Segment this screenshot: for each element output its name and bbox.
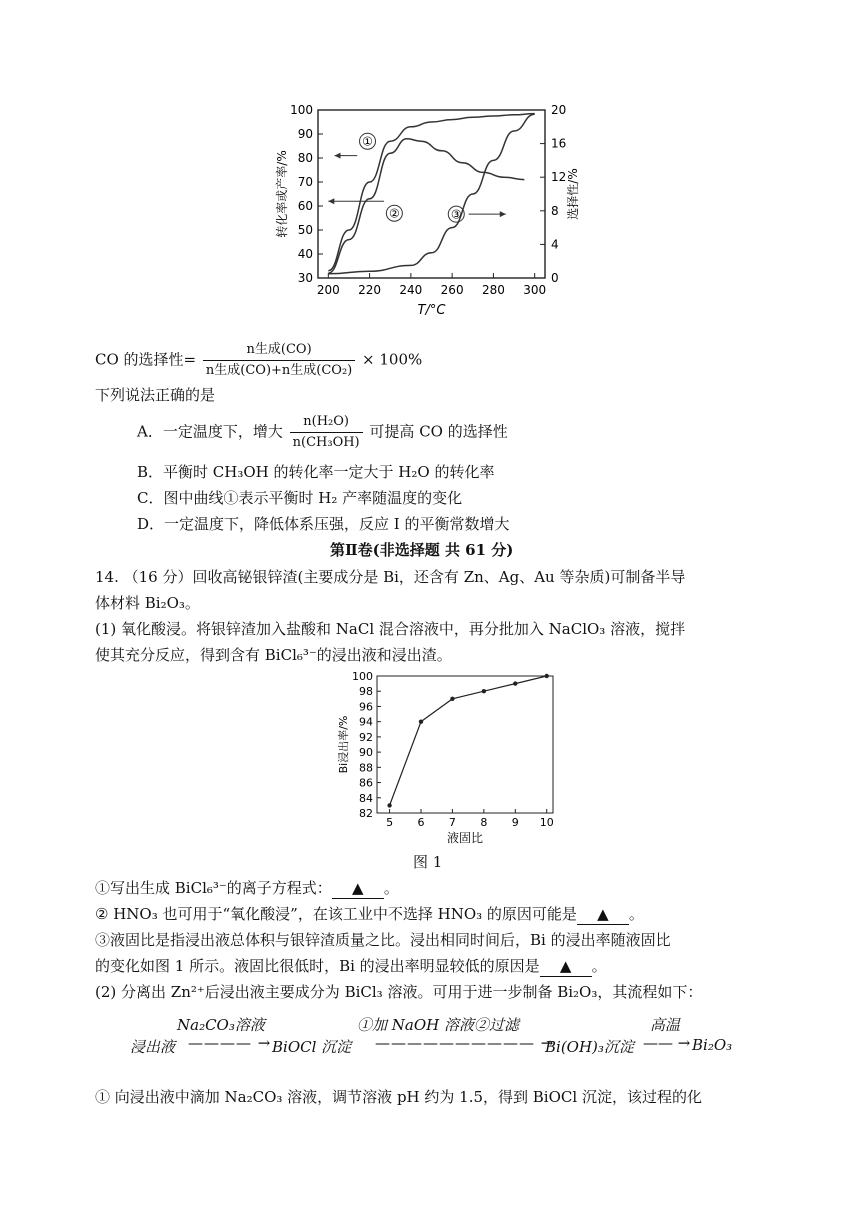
x-tick-label: 240 (399, 283, 423, 297)
x-tick-label: 7 (448, 816, 456, 829)
subquestion-2 (95, 904, 644, 925)
x-tick-label: 220 (358, 283, 382, 297)
x-tick-label: 8 (480, 816, 488, 829)
x-tick-label: 260 (440, 283, 464, 297)
x-axis-label: T/°C (417, 303, 446, 318)
y-tick-label: 82 (359, 807, 373, 820)
y-left-axis-label: 转化率或产率/% (275, 150, 289, 238)
y-left-tick-label: 90 (297, 127, 313, 141)
option-a-fraction (290, 412, 363, 453)
last-line: ① 向浸出液中滴加 Na₂CO₃ 溶液，调节溶液 pH 约为 1.5，得到 BiOCl 沉淀，该过程的化 (95, 1088, 702, 1106)
x-tick-label: 280 (481, 283, 505, 297)
subquestion-3-line-1: ③液固比是指浸出液总体积与银锌渣质量之比。浸出相同时间后，Bi 的浸出率随液固比 (95, 931, 671, 949)
annotation-label-2: ② (388, 206, 400, 221)
y-right-axis-label: 选择性/% (566, 168, 580, 220)
subquestion-1-text: ①写出生成 BiCl₆³⁻的离子方程式： (95, 879, 332, 897)
question-prompt: 下列说法正确的是 (95, 386, 216, 404)
flow-arrow-2: —————————— → (375, 1034, 555, 1052)
option-a-prefix: A．一定温度下，增大 (137, 422, 283, 441)
y-right-tick-label: 0 (551, 271, 559, 285)
q14-part2: (2) 分离出 Zn²⁺后浸出液主要成分为 BiCl₃ 溶液。可用于进一步制备 Bi₂O₃，其流程如下： (95, 983, 703, 1001)
subquestion-2-end: 。 (628, 905, 644, 923)
y-left-tick-label: 40 (297, 247, 313, 261)
subquestion-1-end: 。 (383, 879, 399, 897)
subquestion-3-line-2 (95, 956, 607, 977)
annotation-arrowhead-2 (328, 198, 334, 204)
y-tick-label: 94 (359, 715, 373, 729)
flow-product-3: Bi₂O₃ (692, 1036, 733, 1054)
x-tick-label: 5 (386, 816, 394, 829)
q14-line-2: 体材料 Bi₂O₃。 (95, 594, 200, 612)
series-line-1 (328, 114, 534, 271)
flow-product-1: BiOCl 沉淀 (272, 1038, 352, 1056)
y-right-tick-label: 4 (551, 237, 559, 252)
flow-arrow-3: —— → (643, 1034, 691, 1052)
q14-part1-line-1: (1) 氧化酸浸。将银锌渣加入盐酸和 NaCl 混合溶液中，再分批加入 NaClO₃ 溶液，搅拌 (95, 620, 686, 638)
plot-frame-2 (377, 676, 553, 813)
data-point (513, 681, 517, 685)
flow-arrow-1: ———— → (188, 1034, 272, 1052)
co-selectivity-numerator: n生成(CO) (203, 340, 355, 361)
annotation-label-3: ③ (450, 207, 462, 222)
y-tick-label: 98 (359, 685, 373, 699)
flow-reagent-1: Na₂CO₃溶液 (177, 1016, 265, 1034)
co-selectivity-formula (95, 340, 422, 381)
y-tick-label: 88 (359, 761, 373, 775)
series-line-3 (328, 114, 534, 274)
y-tick-label: 96 (359, 700, 373, 714)
data-point (419, 719, 423, 723)
y-axis-label: Bi浸出率/% (337, 715, 350, 774)
option-a-numerator: n(H₂O) (290, 412, 363, 433)
x-tick-label: 9 (511, 816, 519, 829)
y-left-tick-label: 60 (297, 199, 313, 213)
option-c: C．图中曲线①表示平衡时 H₂ 产率随温度的变化 (137, 489, 463, 507)
co-selectivity-fraction (203, 340, 355, 381)
answer-blank-1[interactable]: ▲ (332, 878, 384, 899)
x-tick-label: 300 (523, 283, 547, 297)
subquestion-3-end: 。 (591, 957, 607, 975)
figure-1-caption: 图 1 (413, 853, 443, 871)
option-a-suffix: 可提高 CO 的选择性 (369, 422, 508, 441)
subquestion-3-text: 的变化如图 1 所示。液固比很低时，Bi 的浸出率明显较低的原因是 (95, 957, 540, 975)
y-tick-label: 100 (352, 670, 373, 683)
y-left-tick-label: 50 (297, 223, 313, 237)
y-left-tick-label: 80 (297, 151, 313, 165)
option-a-denominator: n(CH₃OH) (292, 435, 360, 450)
flow-reagent-3: 高温 (650, 1016, 681, 1034)
co-selectivity-prefix: CO 的选择性= (95, 350, 197, 369)
flow-product-2: Bi(OH)₃沉淀 (545, 1038, 634, 1056)
y-tick-label: 90 (359, 746, 373, 760)
x-tick-label: 200 (316, 283, 340, 297)
data-point (387, 803, 391, 807)
y-left-tick-label: 70 (297, 175, 313, 189)
q14-part1-line-2: 使其充分反应，得到含有 BiCl₆³⁻的浸出液和浸出渣。 (95, 646, 452, 664)
co-selectivity-denominator: n生成(CO)+n生成(CO₂) (205, 363, 353, 378)
annotation-label-1: ① (362, 134, 373, 149)
flow-start: 浸出液 (130, 1038, 176, 1056)
conversion-selectivity-chart (270, 100, 580, 325)
subquestion-1 (95, 878, 399, 899)
flow-reagent-2: ①加 NaOH 溶液②过滤 (357, 1016, 519, 1034)
y-right-tick-label: 16 (551, 136, 567, 151)
series-line-2 (328, 139, 524, 273)
y-right-tick-label: 8 (551, 203, 559, 218)
x-tick-label: 10 (539, 816, 554, 829)
option-b: B．平衡时 CH₃OH 的转化率一定大于 H₂O 的转化率 (137, 463, 495, 481)
y-tick-label: 92 (359, 730, 373, 744)
y-right-tick-label: 20 (551, 103, 567, 117)
process-flow (120, 1012, 770, 1062)
y-tick-label: 86 (359, 776, 373, 790)
leaching-line (390, 676, 547, 805)
option-d: D．一定温度下，降低体系压强，反应 I 的平衡常数增大 (137, 515, 510, 533)
annotation-arrowhead-1 (335, 153, 341, 159)
answer-blank-3[interactable]: ▲ (540, 956, 592, 977)
x-axis-label: 液固比 (446, 831, 484, 845)
data-point (545, 674, 549, 678)
section-title: 第Ⅱ卷(非选择题 共 61 分) (330, 541, 514, 559)
answer-blank-2[interactable]: ▲ (577, 904, 629, 925)
annotation-arrowhead-3 (500, 211, 506, 217)
option-a (137, 412, 508, 453)
q14-line-1: 14. （16 分）回收高铋银锌渣(主要成分是 Bi，还含有 Zn、Ag、Au 等杂质)可制备半导 (95, 568, 686, 586)
co-selectivity-suffix: × 100% (362, 350, 423, 369)
y-left-tick-label: 30 (297, 271, 313, 285)
y-left-tick-label: 100 (290, 103, 313, 117)
bi-leaching-chart (335, 668, 560, 846)
y-right-tick-label: 12 (551, 170, 567, 185)
x-tick-label: 6 (417, 816, 425, 829)
data-point (450, 697, 454, 701)
data-point (482, 689, 486, 693)
subquestion-2-text: ② HNO₃ 也可用于“氧化酸浸”，在该工业中不选择 HNO₃ 的原因可能是 (95, 905, 577, 923)
y-tick-label: 84 (359, 791, 373, 805)
